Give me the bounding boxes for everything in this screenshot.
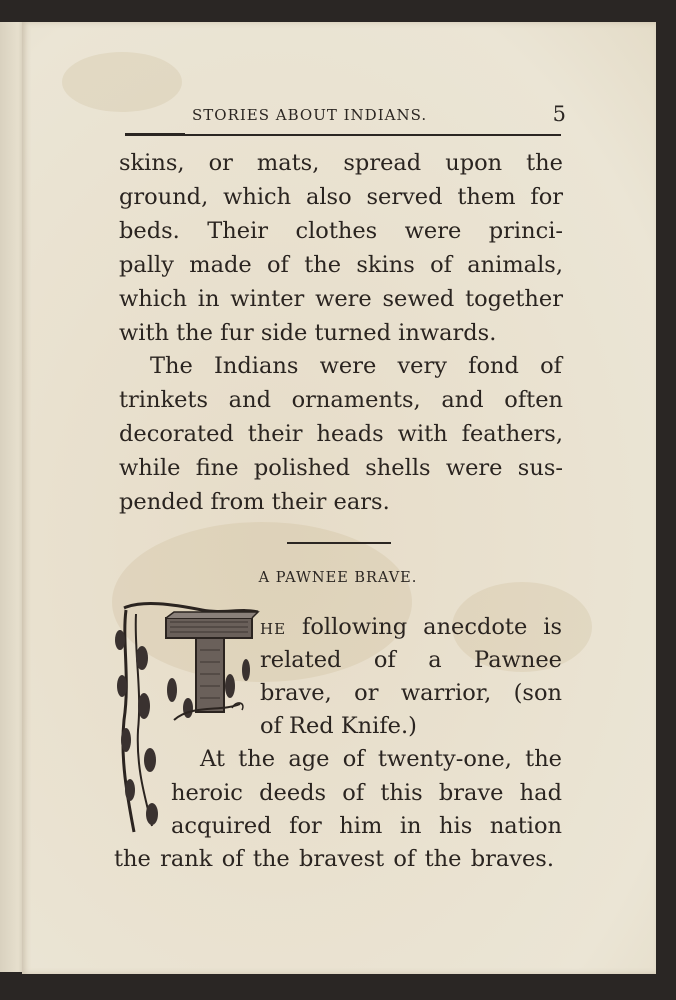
text-line: beds. Their clothes were princi- xyxy=(119,218,563,244)
text-line: skins, or mats, spread upon the xyxy=(119,150,563,176)
text-line: At the age of twenty-one, the xyxy=(200,746,562,772)
page-number: 5 xyxy=(552,102,566,126)
section-divider xyxy=(287,542,391,544)
text-line: The Indians were very fond of xyxy=(150,353,562,379)
section-title: A PAWNEE BRAVE. xyxy=(258,570,418,586)
text-line: of Red Knife.) xyxy=(260,713,417,739)
text-line: pended from their ears. xyxy=(119,489,390,515)
text-line: related of a Pawnee xyxy=(260,647,562,673)
text-line: trinkets and ornaments, and often xyxy=(119,387,563,413)
text-line: heroic deeds of this brave had xyxy=(171,780,562,806)
header-rule xyxy=(125,134,561,136)
text-line-rest: following anecdote is xyxy=(302,614,562,640)
running-head: STORIES ABOUT INDIANS. xyxy=(192,106,428,124)
text-line: which in winter were sewed together xyxy=(119,286,563,312)
text-line: ground, which also served them for xyxy=(119,184,563,210)
text-line: brave, or warrior, (son xyxy=(260,680,562,706)
small-caps-word: HE xyxy=(260,620,287,638)
text-line: the rank of the bravest of the braves. xyxy=(114,846,554,872)
text-line: while fine polished shells were sus- xyxy=(119,455,563,481)
text-line: pally made of the skins of animals, xyxy=(119,252,563,278)
text-line xyxy=(260,610,562,644)
text-line: acquired for him in his nation xyxy=(171,813,562,839)
paper-stain xyxy=(62,52,182,112)
text-line: decorated their heads with feathers, xyxy=(119,421,563,447)
text-line: with the fur side turned inwards. xyxy=(119,320,497,346)
